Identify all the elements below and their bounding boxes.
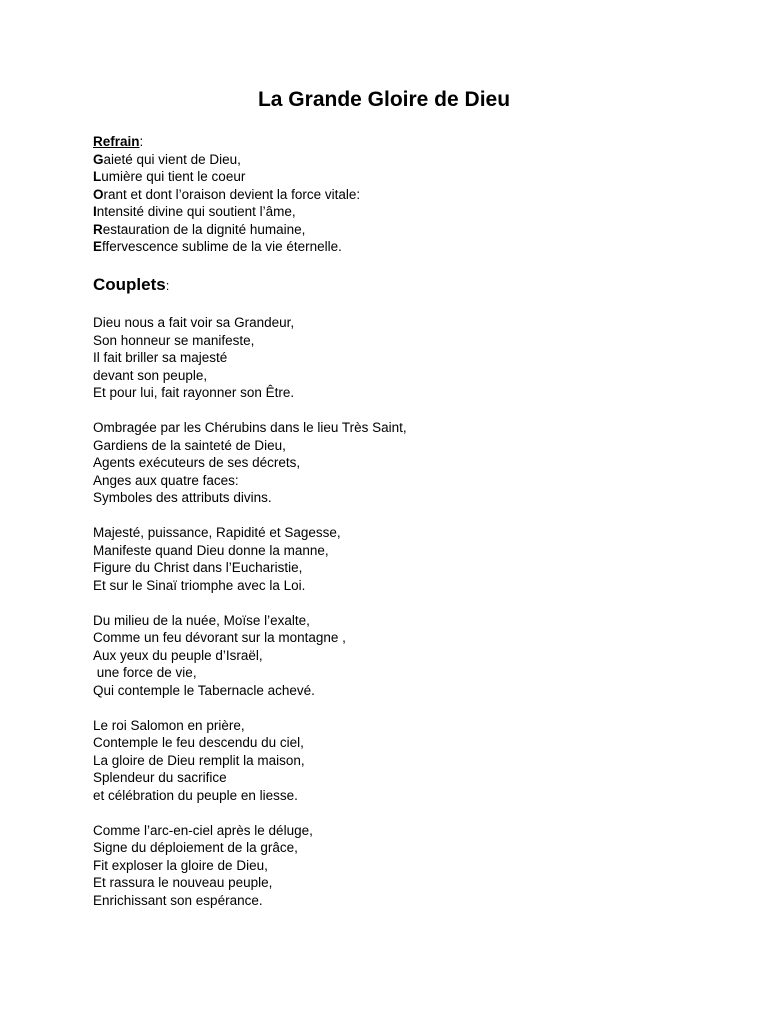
refrain-line-initial: O — [93, 186, 104, 202]
stanza-line: Et sur le Sinaï triomphe avec la Loi. — [93, 577, 306, 593]
stanza-line: Comme l’arc-en-ciel après le déluge, — [93, 822, 313, 838]
refrain-line — [93, 221, 360, 239]
stanza-line: Signe du déploiement de la grâce, — [93, 840, 298, 855]
stanza-line: et célébration du peuple en liesse. — [93, 787, 298, 803]
stanza-line: une force de vie, — [93, 665, 197, 680]
stanza-line: Comme un feu dévorant sur la montagne , — [93, 630, 346, 645]
stanza-line: Agents exécuteurs de ses décrets, — [93, 455, 301, 470]
stanza-line: Manifeste quand Dieu donne la manne, — [93, 542, 329, 558]
stanza-line: Fit exploser la gloire de Dieu, — [93, 857, 268, 873]
refrain-line — [93, 186, 360, 204]
stanza-line: Il fait briller sa majesté — [93, 350, 228, 365]
stanza-line: Figure du Christ dans l’Eucharistie, — [93, 560, 303, 575]
stanza-line: Et rassura le nouveau peuple, — [93, 875, 273, 890]
refrain-section — [93, 133, 360, 256]
stanza-line: Ombragée par les Chérubins dans le lieu Très Saint, — [93, 420, 407, 435]
refrain-line-initial: G — [93, 151, 104, 167]
refrain-line-initial: E — [93, 239, 103, 254]
refrain-line-text: ffervescence sublime de la vie éternelle. — [102, 239, 342, 254]
refrain-line — [93, 238, 360, 256]
refrain-line-text: ntensité divine qui soutient l’âme, — [96, 204, 296, 219]
stanza-line: Anges aux quatre faces: — [93, 472, 239, 488]
refrain-line-text: estauration de la dignité humaine, — [102, 221, 306, 237]
stanza-line: Gardiens de la sainteté de Dieu, — [93, 437, 286, 453]
stanza-line: Enrichissant son espérance. — [93, 892, 263, 908]
stanza-line: Le roi Salomon en prière, — [93, 717, 245, 733]
stanza-6 — [93, 822, 407, 910]
stanza-5 — [93, 717, 407, 805]
refrain-line — [93, 151, 360, 169]
stanza-line: Symboles des attributs divins. — [93, 490, 272, 505]
stanza-line: Du milieu de la nuée, Moïse l’exalte, — [93, 612, 310, 628]
refrain-heading — [93, 133, 360, 151]
stanza-line: Et pour lui, fait rayonner son Être. — [93, 385, 295, 400]
stanza-line: Aux yeux du peuple d’Israël, — [93, 647, 263, 663]
refrain-colon: : — [139, 134, 144, 149]
stanza-2 — [93, 419, 407, 507]
couplets-colon: : — [165, 278, 170, 293]
page-title: La Grande Gloire de Dieu — [257, 88, 511, 111]
stanza-line: devant son peuple, — [93, 367, 208, 383]
couplets-section — [93, 314, 407, 927]
couplets-heading — [93, 274, 169, 297]
stanza-1 — [93, 314, 407, 402]
refrain-label: Refrain — [93, 134, 140, 149]
stanza-line: La gloire de Dieu remplit la maison, — [93, 752, 305, 768]
stanza-line: Dieu nous a fait voir sa Grandeur, — [93, 315, 295, 330]
refrain-line-text: aieté qui vient de Dieu, — [103, 151, 241, 167]
couplets-label: Couplets — [93, 275, 166, 294]
stanza-line: Qui contemple le Tabernacle achevé. — [93, 682, 315, 698]
stanza-3 — [93, 524, 407, 594]
stanza-line: Splendeur du sacrifice — [93, 770, 227, 785]
stanza-line: Majesté, puissance, Rapidité et Sagesse, — [93, 525, 341, 540]
refrain-line — [93, 203, 360, 221]
refrain-line-initial: R — [93, 221, 103, 237]
stanza-4 — [93, 612, 407, 700]
stanza-line: Contemple le feu descendu du ciel, — [93, 735, 304, 750]
refrain-line-initial: I — [93, 204, 97, 219]
refrain-line — [93, 168, 360, 186]
refrain-line-text: rant et dont l’oraison devient la force vitale: — [103, 186, 361, 202]
refrain-line-text: umière qui tient le coeur — [101, 169, 246, 184]
stanza-line: Son honneur se manifeste, — [93, 332, 255, 348]
refrain-line-initial: L — [93, 169, 102, 184]
